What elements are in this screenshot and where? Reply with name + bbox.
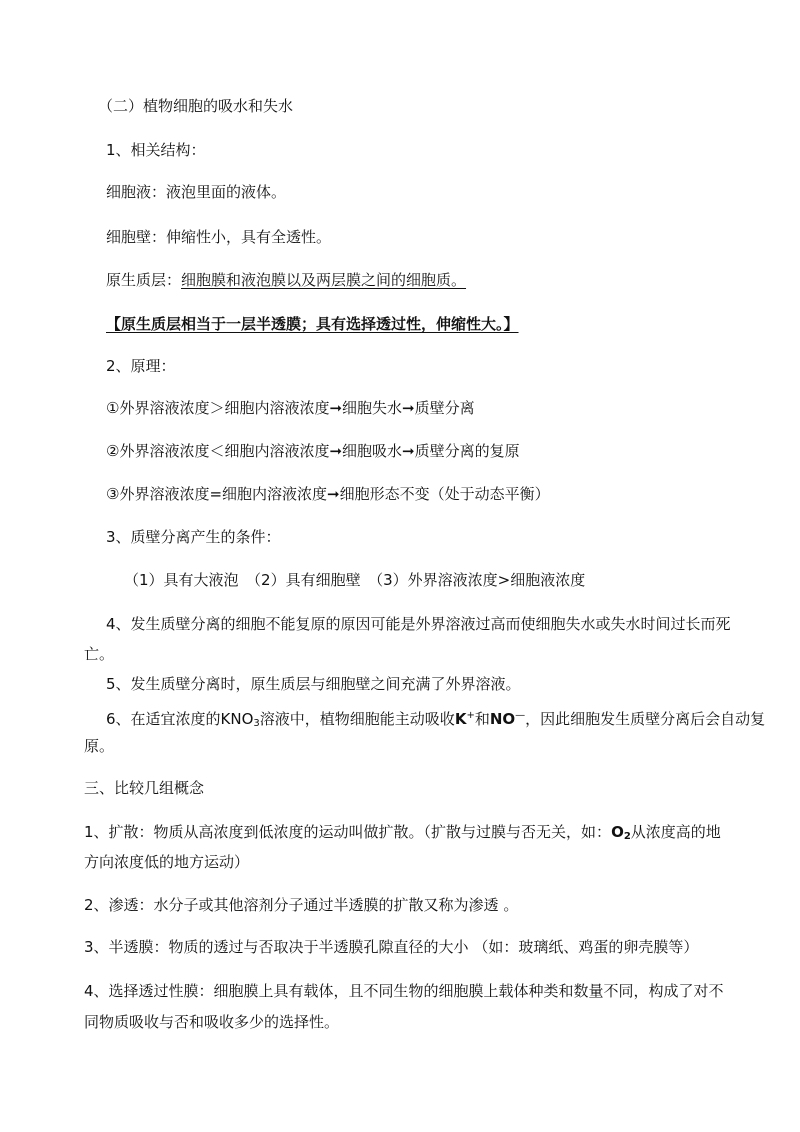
point-6-text-c: ，因此细胞发生质壁分离后会自动复 (525, 710, 766, 728)
principle-item-3: ③外界溶液浓度=细胞内溶液浓度➞细胞形态不变（处于动态平衡） (106, 485, 550, 503)
principle-item-2: ②外界溶液浓度＜细胞内溶液浓度➞细胞吸水➞质壁分离的复原 (106, 442, 520, 460)
section-heading-plant-cell: （二）植物细胞的吸水和失水 (98, 97, 294, 115)
structure-title: 1、相关结构： (106, 141, 206, 159)
potassium-charge: + (466, 710, 475, 721)
protoplast-line (106, 270, 466, 290)
point-4-line-2: 亡。 (84, 645, 115, 663)
conditions-title: 3、质壁分离产生的条件： (106, 528, 281, 546)
principle-item-1: ①外界溶液浓度＞细胞内溶液浓度➞细胞失水➞质壁分离 (106, 399, 475, 417)
concept-4-line-1: 4、选择透过性膜：细胞膜上具有载体，且不同生物的细胞膜上载体种类和数量不同，构成了对不 (84, 982, 724, 1000)
cell-sap-line: 细胞液：液泡里面的液体。 (106, 183, 287, 201)
kno3-subscript: 3 (253, 718, 260, 729)
point-6-text-b: 溶液中，植物细胞能主动吸收 (259, 710, 455, 728)
concept-3: 3、半透膜：物质的透过与否取决于半透膜孔隙直径的大小 （如：玻璃纸、鸡蛋的卵壳膜等） (84, 938, 699, 956)
concept-1-line-1 (84, 822, 721, 847)
concept-1-text-b: 从浓度高的地 (630, 823, 721, 841)
concept-1-line-2: 方向浓度低的地方运动） (84, 853, 250, 871)
concept-4-line-2: 同物质吸收与否和吸收多少的选择性。 (84, 1013, 340, 1031)
conditions-items: （1）具有大液泡 （2）具有细胞壁 （3）外界溶液浓度>细胞液浓度 (124, 571, 586, 589)
protoplast-note: 【原生质层相当于一层半透膜；具有选择透过性，伸缩性大。】 (106, 315, 519, 333)
oxygen-subscript: 2 (623, 831, 631, 842)
cell-wall-line: 细胞壁：伸缩性小，具有全透性。 (106, 228, 332, 246)
potassium-ion: K (454, 710, 467, 728)
concept-2: 2、渗透：水分子或其他溶剂分子通过半透膜的扩散又称为渗透 。 (84, 896, 519, 914)
point-6-line-2: 原。 (84, 737, 115, 755)
principle-title: 2、原理： (106, 357, 176, 375)
point-6-text-a: 6、在适宜浓度的KNO (106, 710, 254, 728)
concept-1-text-a: 1、扩散：物质从高浓度到低浓度的运动叫做扩散。（扩散与过膜与否无关，如： (84, 823, 612, 841)
point-6-line-1 (106, 706, 765, 734)
nitrate-charge: — (515, 710, 526, 721)
point-4-line-1: 4、发生质壁分离的细胞不能复原的原因可能是外界溶液过高而使细胞失水或失水时间过长而死 (106, 615, 731, 633)
oxygen-symbol: O (611, 823, 624, 841)
section-heading-compare: 三、比较几组概念 (84, 779, 205, 797)
point-6-and: 和 (474, 710, 490, 728)
protoplast-definition: 细胞膜和液泡膜以及两层膜之间的细胞质。 (181, 271, 467, 289)
protoplast-label: 原生质层： (106, 271, 182, 289)
point-5: 5、发生质壁分离时，原生质层与细胞壁之间充满了外界溶液。 (106, 675, 521, 693)
nitrate-ion: NO (489, 710, 516, 728)
